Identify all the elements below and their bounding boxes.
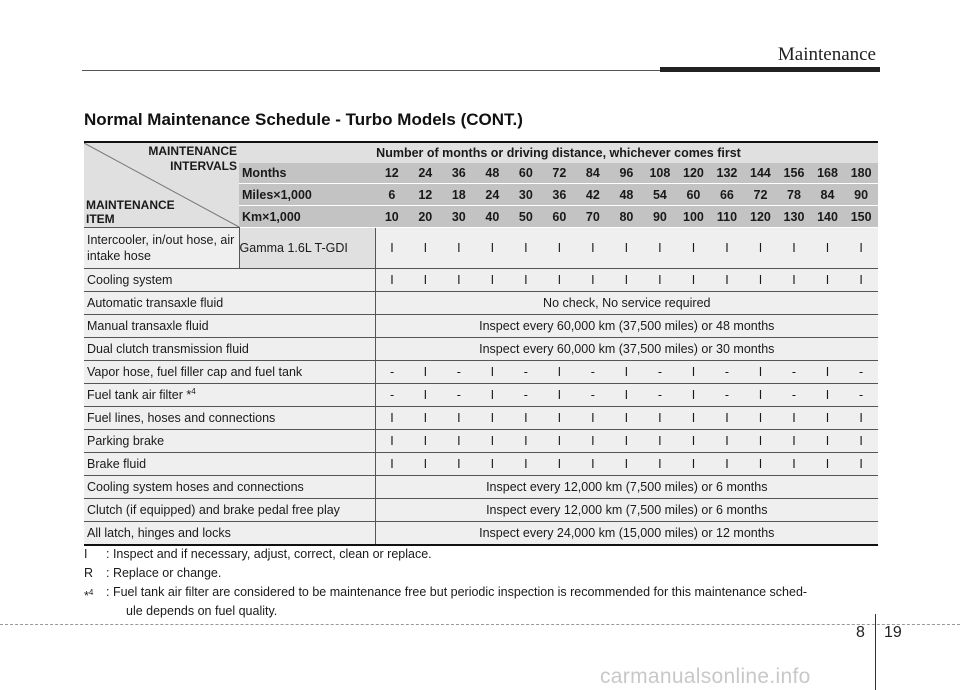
schedule-row <box>84 522 878 546</box>
interval-value: 78 <box>777 184 811 206</box>
schedule-mark: I <box>409 430 443 453</box>
interval-value: 96 <box>610 163 644 184</box>
interval-value: 24 <box>476 184 510 206</box>
interval-value: 80 <box>610 206 644 228</box>
item-name <box>84 522 375 546</box>
schedule-mark: I <box>811 228 845 269</box>
item-name-text: Cooling system <box>87 273 173 287</box>
schedule-mark: I <box>409 269 443 292</box>
schedule-row <box>84 407 878 430</box>
interval-value: 84 <box>576 163 610 184</box>
interval-value: 40 <box>476 206 510 228</box>
schedule-mark: I <box>744 384 778 407</box>
interval-value: 130 <box>777 206 811 228</box>
schedule-mark: - <box>643 384 677 407</box>
schedule-mark: I <box>744 453 778 476</box>
item-name-text: All latch, hinges and locks <box>87 526 231 540</box>
schedule-mark: I <box>409 384 443 407</box>
interval-value: 24 <box>409 163 443 184</box>
item-name <box>84 315 375 338</box>
schedule-mark: I <box>677 453 711 476</box>
interval-value: 108 <box>643 163 677 184</box>
schedule-note: Inspect every 60,000 km (37,500 miles) or 30 months <box>375 338 878 361</box>
schedule-mark: I <box>442 430 476 453</box>
section-title: Normal Maintenance Schedule - Turbo Models (CONT.) <box>84 110 523 129</box>
interval-value: 180 <box>844 163 878 184</box>
interval-value: 12 <box>409 184 443 206</box>
schedule-mark: I <box>576 453 610 476</box>
schedule-mark: I <box>610 269 644 292</box>
schedule-row <box>84 453 878 476</box>
schedule-mark: I <box>844 407 878 430</box>
schedule-mark: I <box>375 269 409 292</box>
legend-note <box>84 564 884 583</box>
schedule-mark: I <box>643 407 677 430</box>
schedule-mark: I <box>610 430 644 453</box>
interval-value: 6 <box>375 184 409 206</box>
interval-value: 10 <box>375 206 409 228</box>
schedule-mark: I <box>677 361 711 384</box>
item-name-superscript: 4 <box>191 387 196 397</box>
schedule-mark: I <box>442 407 476 430</box>
schedule-mark: I <box>677 269 711 292</box>
item-name <box>84 476 375 499</box>
schedule-mark: I <box>576 269 610 292</box>
chapter-number: 8 <box>856 624 865 641</box>
interval-value: 140 <box>811 206 845 228</box>
interval-value: 20 <box>409 206 443 228</box>
item-name-text: Fuel tank air filter * <box>87 388 192 403</box>
item-name <box>84 269 375 292</box>
interval-value: 100 <box>677 206 711 228</box>
schedule-note: Inspect every 12,000 km (7,500 miles) or 6 months <box>375 476 878 499</box>
header-rule <box>82 70 662 71</box>
schedule-mark: I <box>811 384 845 407</box>
legend-note <box>84 583 884 621</box>
schedule-note: Inspect every 12,000 km (7,500 miles) or 6 months <box>375 499 878 522</box>
schedule-mark: - <box>844 361 878 384</box>
schedule-mark: I <box>744 361 778 384</box>
schedule-mark: I <box>543 228 577 269</box>
schedule-mark: I <box>543 361 577 384</box>
schedule-note: Inspect every 24,000 km (15,000 miles) or 12 months <box>375 522 878 546</box>
schedule-mark: I <box>610 228 644 269</box>
schedule-mark: I <box>777 430 811 453</box>
footer-divider <box>875 614 876 690</box>
interval-value: 144 <box>744 163 778 184</box>
schedule-mark: I <box>476 361 510 384</box>
corner-top-line1: MAINTENANCE <box>148 144 238 158</box>
schedule-mark: I <box>375 430 409 453</box>
schedule-mark: I <box>476 407 510 430</box>
schedule-mark: I <box>442 453 476 476</box>
schedule-mark: I <box>677 407 711 430</box>
legend-key-text: R <box>84 566 94 580</box>
interval-value: 72 <box>543 163 577 184</box>
interval-value: 36 <box>543 184 577 206</box>
schedule-mark: I <box>476 228 510 269</box>
schedule-mark: I <box>811 269 845 292</box>
page-number: 19 <box>884 624 902 641</box>
item-name-text: Brake fluid <box>87 457 147 471</box>
schedule-mark: I <box>375 453 409 476</box>
schedule-mark: I <box>811 361 845 384</box>
schedule-row <box>84 384 878 407</box>
schedule-mark: I <box>844 269 878 292</box>
schedule-mark: - <box>576 384 610 407</box>
legend-key <box>84 545 106 564</box>
legend-key <box>84 564 106 583</box>
schedule-mark: I <box>576 407 610 430</box>
schedule-row <box>84 361 878 384</box>
schedule-mark: I <box>543 384 577 407</box>
schedule-mark: - <box>375 384 409 407</box>
header-corner-cell <box>84 142 239 228</box>
schedule-row <box>84 228 878 269</box>
schedule-mark: I <box>476 453 510 476</box>
schedule-row <box>84 269 878 292</box>
item-name-text: Automatic transaxle fluid <box>87 296 224 310</box>
schedule-note: No check, No service required <box>375 292 878 315</box>
corner-item-label <box>86 198 175 226</box>
header-rule-accent <box>660 67 880 72</box>
schedule-row <box>84 430 878 453</box>
schedule-mark: I <box>811 430 845 453</box>
interval-value: 72 <box>744 184 778 206</box>
interval-value: 84 <box>811 184 845 206</box>
schedule-row <box>84 338 878 361</box>
schedule-mark: I <box>409 228 443 269</box>
schedule-mark: I <box>509 269 543 292</box>
schedule-mark: - <box>375 361 409 384</box>
item-name <box>84 292 375 315</box>
schedule-mark: I <box>677 430 711 453</box>
schedule-row <box>84 499 878 522</box>
schedule-mark: I <box>543 269 577 292</box>
schedule-mark: I <box>543 407 577 430</box>
item-name <box>84 407 375 430</box>
schedule-mark: I <box>744 407 778 430</box>
schedule-mark: I <box>509 430 543 453</box>
schedule-mark: I <box>375 407 409 430</box>
schedule-mark: I <box>576 430 610 453</box>
schedule-mark: I <box>643 453 677 476</box>
schedule-mark: I <box>576 228 610 269</box>
schedule-mark: I <box>476 430 510 453</box>
schedule-note: Inspect every 60,000 km (37,500 miles) or 48 months <box>375 315 878 338</box>
schedule-mark: I <box>777 269 811 292</box>
schedule-mark: I <box>409 407 443 430</box>
footer-rule <box>0 624 960 625</box>
schedule-mark: I <box>844 430 878 453</box>
legend-notes <box>84 545 884 621</box>
schedule-row <box>84 476 878 499</box>
interval-value: 48 <box>610 184 644 206</box>
engine-type: Gamma 1.6L T-GDI <box>239 228 375 269</box>
maintenance-schedule-table <box>84 141 878 546</box>
item-name-text: Clutch (if equipped) and brake pedal free play <box>87 503 340 517</box>
interval-value: 168 <box>811 163 845 184</box>
interval-value: 18 <box>442 184 476 206</box>
legend-note <box>84 545 884 564</box>
interval-value: 156 <box>777 163 811 184</box>
item-name-text: Manual transaxle fluid <box>87 319 209 333</box>
legend-key-text: I <box>84 547 88 561</box>
schedule-mark: - <box>777 384 811 407</box>
interval-value: 90 <box>643 206 677 228</box>
schedule-mark: - <box>576 361 610 384</box>
legend-text-line: : Replace or change. <box>106 566 222 580</box>
schedule-mark: I <box>509 407 543 430</box>
interval-value: 30 <box>442 206 476 228</box>
schedule-mark: I <box>509 453 543 476</box>
item-name-text: Fuel lines, hoses and connections <box>87 411 276 425</box>
schedule-mark: - <box>442 361 476 384</box>
schedule-mark: I <box>476 269 510 292</box>
schedule-mark: I <box>543 430 577 453</box>
schedule-mark: I <box>543 453 577 476</box>
schedule-mark: I <box>677 228 711 269</box>
interval-value: 150 <box>844 206 878 228</box>
legend-text-line: ule depends on fuel quality. <box>126 604 278 618</box>
schedule-mark: I <box>710 430 744 453</box>
schedule-mark: I <box>744 430 778 453</box>
item-name-text: Cooling system hoses and connections <box>87 480 304 494</box>
schedule-mark: I <box>777 407 811 430</box>
interval-value: 54 <box>643 184 677 206</box>
page-header-title: Maintenance <box>777 44 876 65</box>
schedule-mark: - <box>509 361 543 384</box>
corner-intervals-label <box>148 144 237 174</box>
schedule-mark: - <box>844 384 878 407</box>
interval-value: 60 <box>677 184 711 206</box>
schedule-row <box>84 315 878 338</box>
schedule-mark: I <box>710 407 744 430</box>
legend-text-line: : Fuel tank air filter are considered to be maintenance free but periodic inspection is recommended for this maintenance sched- <box>106 585 808 599</box>
interval-value: 50 <box>509 206 543 228</box>
item-name-text: Dual clutch transmission fluid <box>87 342 249 356</box>
schedule-mark: I <box>476 384 510 407</box>
legend-text <box>106 545 884 564</box>
legend-key <box>84 583 106 621</box>
schedule-mark: I <box>442 269 476 292</box>
schedule-mark: I <box>777 228 811 269</box>
schedule-mark: - <box>710 361 744 384</box>
schedule-mark: I <box>643 430 677 453</box>
legend-text <box>106 583 884 621</box>
item-name-text: Intercooler, in/out hose, air intake hose <box>87 233 235 263</box>
schedule-mark: I <box>811 453 845 476</box>
schedule-mark: I <box>375 228 409 269</box>
interval-value: 60 <box>509 163 543 184</box>
schedule-mark: I <box>643 269 677 292</box>
interval-value: 120 <box>677 163 711 184</box>
schedule-mark: I <box>777 453 811 476</box>
schedule-mark: I <box>409 361 443 384</box>
schedule-mark: - <box>442 384 476 407</box>
schedule-mark: I <box>509 228 543 269</box>
schedule-mark: - <box>777 361 811 384</box>
item-name <box>84 338 375 361</box>
schedule-mark: I <box>677 384 711 407</box>
corner-top-line2: INTERVALS <box>170 159 238 173</box>
interval-value: 30 <box>509 184 543 206</box>
interval-value: 60 <box>543 206 577 228</box>
interval-header: Number of months or driving distance, whichever comes first <box>239 142 878 163</box>
interval-value: 36 <box>442 163 476 184</box>
interval-value: 110 <box>710 206 744 228</box>
schedule-mark: I <box>710 269 744 292</box>
schedule-mark: I <box>844 453 878 476</box>
legend-key-superscript: 4 <box>88 588 94 597</box>
interval-value: 66 <box>710 184 744 206</box>
schedule-mark: I <box>811 407 845 430</box>
interval-value: 90 <box>844 184 878 206</box>
interval-label: Miles×1,000 <box>239 184 375 206</box>
schedule-mark: - <box>710 384 744 407</box>
item-name <box>84 228 239 269</box>
schedule-mark: I <box>643 228 677 269</box>
watermark: carmanualsonline.info <box>600 665 811 688</box>
schedule-row <box>84 292 878 315</box>
item-name <box>84 430 375 453</box>
item-name <box>84 384 375 407</box>
schedule-mark: I <box>610 453 644 476</box>
interval-value: 42 <box>576 184 610 206</box>
schedule-mark: I <box>844 228 878 269</box>
schedule-mark: I <box>610 407 644 430</box>
schedule-mark: I <box>442 228 476 269</box>
schedule-mark: - <box>643 361 677 384</box>
legend-text-line: : Inspect and if necessary, adjust, correct, clean or replace. <box>106 547 432 561</box>
corner-bottom-line2: ITEM <box>86 212 115 226</box>
schedule-mark: I <box>610 361 644 384</box>
item-name <box>84 361 375 384</box>
interval-value: 120 <box>744 206 778 228</box>
schedule-mark: I <box>409 453 443 476</box>
schedule-mark: I <box>744 228 778 269</box>
item-name-text: Vapor hose, fuel filler cap and fuel tank <box>87 365 303 379</box>
item-name <box>84 499 375 522</box>
interval-value: 12 <box>375 163 409 184</box>
interval-label: Months <box>239 163 375 184</box>
interval-value: 132 <box>710 163 744 184</box>
item-name-text: Parking brake <box>87 434 165 448</box>
schedule-mark: I <box>710 453 744 476</box>
schedule-mark: I <box>610 384 644 407</box>
legend-text <box>106 564 884 583</box>
interval-value: 48 <box>476 163 510 184</box>
schedule-mark: I <box>744 269 778 292</box>
interval-value: 70 <box>576 206 610 228</box>
item-name <box>84 453 375 476</box>
schedule-mark: I <box>710 228 744 269</box>
legend-key-text: * <box>84 589 89 604</box>
schedule-mark: - <box>509 384 543 407</box>
corner-bottom-line1: MAINTENANCE <box>86 198 175 212</box>
interval-label: Km×1,000 <box>239 206 375 228</box>
